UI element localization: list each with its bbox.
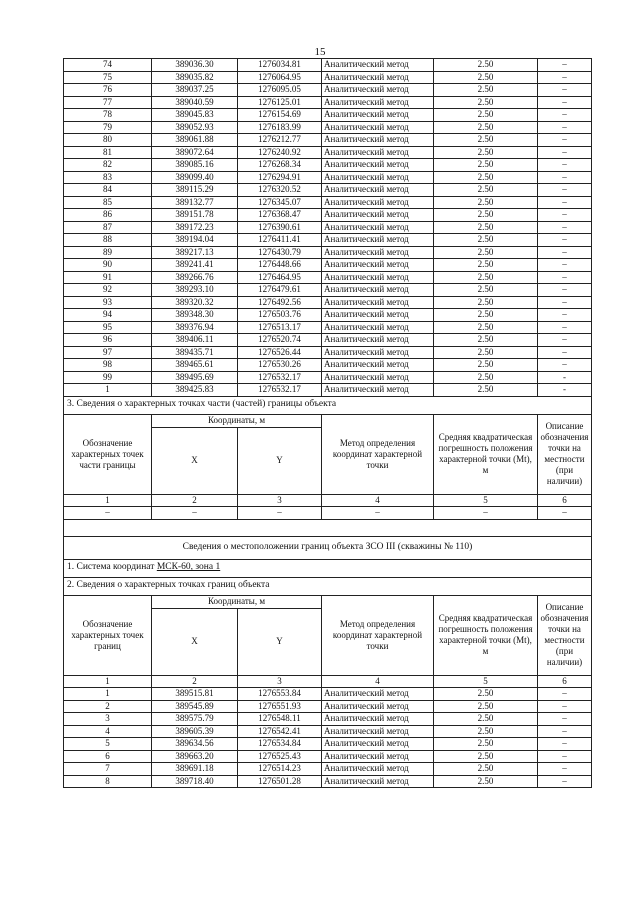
- x-cell: 389172.23: [152, 221, 238, 234]
- table-row: [64, 196, 592, 209]
- point-id-cell: 79: [64, 121, 152, 134]
- x-cell: 389425.83: [152, 384, 238, 397]
- section1-title: [64, 559, 592, 577]
- error-cell: 2.50: [434, 234, 538, 247]
- error-cell: 2.50: [434, 259, 538, 272]
- table-row: [64, 309, 592, 322]
- point-id-cell: 1: [64, 384, 152, 397]
- y-cell: 1276368.47: [238, 209, 322, 222]
- error-cell: 2.50: [434, 700, 538, 713]
- table-row: [64, 121, 592, 134]
- y-cell: 1276034.81: [238, 59, 322, 72]
- error-cell: 2.50: [434, 750, 538, 763]
- table-row: [64, 713, 592, 726]
- table-row: [64, 763, 592, 776]
- parts-header-row: [64, 414, 592, 427]
- table-row: [64, 384, 592, 397]
- points-table-body: [64, 688, 592, 788]
- table-row: [64, 84, 592, 97]
- description-cell: –: [538, 700, 592, 713]
- y-cell: 1276240.92: [238, 146, 322, 159]
- point-id-cell: 77: [64, 96, 152, 109]
- y-cell: 1276534.84: [238, 738, 322, 751]
- point-id-cell: 84: [64, 184, 152, 197]
- header-error: Средняя квадратическая погрешность положения характерной точки (Mt), м: [434, 414, 538, 494]
- x-cell: 389406.11: [152, 334, 238, 347]
- y-cell: 1276064.95: [238, 71, 322, 84]
- point-id-cell: 88: [64, 234, 152, 247]
- x-cell: 389040.59: [152, 96, 238, 109]
- points-header-row: [64, 595, 592, 608]
- point-id-cell: 83: [64, 171, 152, 184]
- header-description: Описание обозначения точки на местности (при наличии): [538, 414, 592, 494]
- x-cell: 389194.04: [152, 234, 238, 247]
- x-cell: 389099.40: [152, 171, 238, 184]
- error-cell: 2.50: [434, 134, 538, 147]
- description-cell: –: [538, 321, 592, 334]
- error-cell: 2.50: [434, 713, 538, 726]
- description-cell: –: [538, 159, 592, 172]
- y-cell: 1276448.66: [238, 259, 322, 272]
- error-cell: 2.50: [434, 171, 538, 184]
- x-cell: 389036.30: [152, 59, 238, 72]
- y-cell: 1276532.17: [238, 384, 322, 397]
- description-cell: –: [538, 713, 592, 726]
- blank-cell: [64, 519, 592, 536]
- description-cell: –: [538, 334, 592, 347]
- description-cell: –: [538, 71, 592, 84]
- error-cell: 2.50: [434, 221, 538, 234]
- col-num: 5: [434, 675, 538, 688]
- table-row: [64, 738, 592, 751]
- y-cell: 1276513.17: [238, 321, 322, 334]
- description-cell: –: [538, 725, 592, 738]
- x-cell: 389320.32: [152, 296, 238, 309]
- y-cell: 1276125.01: [238, 96, 322, 109]
- document-body: [63, 58, 591, 788]
- error-cell: 2.50: [434, 71, 538, 84]
- method-cell: Аналитический метод: [322, 246, 434, 259]
- point-id-cell: 7: [64, 763, 152, 776]
- method-cell: Аналитический метод: [322, 146, 434, 159]
- table-row: [64, 134, 592, 147]
- description-cell: –: [538, 259, 592, 272]
- table-row: [64, 284, 592, 297]
- description-cell: –: [538, 750, 592, 763]
- table-row: [64, 334, 592, 347]
- error-cell: 2.50: [434, 321, 538, 334]
- x-cell: 389575.79: [152, 713, 238, 726]
- table-row: [64, 234, 592, 247]
- parts-dash-row: [64, 507, 592, 520]
- zso-title-row: [64, 536, 592, 559]
- table-row: [64, 359, 592, 372]
- section1-prefix: 1. Система координат: [67, 562, 157, 573]
- x-cell: 389376.94: [152, 321, 238, 334]
- x-cell: 389132.77: [152, 196, 238, 209]
- error-cell: 2.50: [434, 209, 538, 222]
- y-cell: 1276525.43: [238, 750, 322, 763]
- header-y: Y: [238, 608, 322, 675]
- y-cell: 1276390.61: [238, 221, 322, 234]
- x-cell: 389293.10: [152, 284, 238, 297]
- error-cell: 2.50: [434, 109, 538, 122]
- error-cell: 2.50: [434, 296, 538, 309]
- x-cell: 389435.71: [152, 346, 238, 359]
- description-cell: –: [538, 738, 592, 751]
- description-cell: –: [538, 271, 592, 284]
- y-cell: 1276294.91: [238, 171, 322, 184]
- error-cell: 2.50: [434, 738, 538, 751]
- dash-cell: –: [322, 507, 434, 520]
- method-cell: Аналитический метод: [322, 334, 434, 347]
- x-cell: 389035.82: [152, 71, 238, 84]
- x-cell: 389465.61: [152, 359, 238, 372]
- table-row: [64, 159, 592, 172]
- method-cell: Аналитический метод: [322, 59, 434, 72]
- header-coordinates: Координаты, м: [152, 414, 322, 427]
- y-cell: 1276548.11: [238, 713, 322, 726]
- method-cell: Аналитический метод: [322, 171, 434, 184]
- method-cell: Аналитический метод: [322, 688, 434, 701]
- method-cell: Аналитический метод: [322, 109, 434, 122]
- table-row: [64, 246, 592, 259]
- x-cell: 389241.41: [152, 259, 238, 272]
- x-cell: 389266.76: [152, 271, 238, 284]
- y-cell: 1276345.07: [238, 196, 322, 209]
- method-cell: Аналитический метод: [322, 209, 434, 222]
- section3-title: 3. Сведения о характерных точках части (частей) границы объекта: [64, 396, 592, 414]
- point-id-cell: 91: [64, 271, 152, 284]
- method-cell: Аналитический метод: [322, 71, 434, 84]
- dash-cell: –: [64, 507, 152, 520]
- error-cell: 2.50: [434, 763, 538, 776]
- table-row: [64, 371, 592, 384]
- method-cell: Аналитический метод: [322, 713, 434, 726]
- blank-row: [64, 519, 592, 536]
- y-cell: 1276503.76: [238, 309, 322, 322]
- table-row: [64, 775, 592, 788]
- x-cell: 389605.39: [152, 725, 238, 738]
- method-cell: Аналитический метод: [322, 121, 434, 134]
- y-cell: 1276542.41: [238, 725, 322, 738]
- table-row: [64, 321, 592, 334]
- header-error: Средняя квадратическая погрешность положения характерной точки (Mt), м: [434, 595, 538, 675]
- method-cell: Аналитический метод: [322, 359, 434, 372]
- method-cell: Аналитический метод: [322, 738, 434, 751]
- section2-title: 2. Сведения о характерных точках границ объекта: [64, 577, 592, 595]
- col-num: 3: [238, 494, 322, 507]
- method-cell: Аналитический метод: [322, 763, 434, 776]
- y-cell: 1276479.61: [238, 284, 322, 297]
- col-num: 1: [64, 675, 152, 688]
- description-cell: –: [538, 688, 592, 701]
- error-cell: 2.50: [434, 725, 538, 738]
- table-row: [64, 146, 592, 159]
- method-cell: Аналитический метод: [322, 700, 434, 713]
- header-description: Описание обозначения точки на местности (при наличии): [538, 595, 592, 675]
- method-cell: Аналитический метод: [322, 234, 434, 247]
- point-id-cell: 95: [64, 321, 152, 334]
- x-cell: 389217.13: [152, 246, 238, 259]
- method-cell: Аналитический метод: [322, 96, 434, 109]
- table-row: [64, 209, 592, 222]
- description-cell: –: [538, 146, 592, 159]
- coordinates-table: [63, 58, 592, 788]
- table-row: [64, 221, 592, 234]
- description-cell: –: [538, 84, 592, 97]
- y-cell: 1276095.05: [238, 84, 322, 97]
- table-row: [64, 688, 592, 701]
- method-cell: Аналитический метод: [322, 725, 434, 738]
- y-cell: 1276464.95: [238, 271, 322, 284]
- method-cell: Аналитический метод: [322, 196, 434, 209]
- section1-row: [64, 559, 592, 577]
- coordinate-system: МСК-60, зона 1: [156, 562, 221, 573]
- method-cell: Аналитический метод: [322, 84, 434, 97]
- dash-cell: –: [434, 507, 538, 520]
- error-cell: 2.50: [434, 59, 538, 72]
- x-cell: 389495.69: [152, 371, 238, 384]
- description-cell: –: [538, 134, 592, 147]
- table-row: [64, 750, 592, 763]
- error-cell: 2.50: [434, 284, 538, 297]
- table1-body: [64, 59, 592, 397]
- y-cell: 1276514.23: [238, 763, 322, 776]
- method-cell: Аналитический метод: [322, 309, 434, 322]
- point-id-cell: 76: [64, 84, 152, 97]
- point-id-cell: 2: [64, 700, 152, 713]
- description-cell: –: [538, 171, 592, 184]
- method-cell: Аналитический метод: [322, 775, 434, 788]
- col-num: 4: [322, 494, 434, 507]
- table-row: [64, 96, 592, 109]
- col-num: 6: [538, 494, 592, 507]
- point-id-cell: 81: [64, 146, 152, 159]
- point-id-cell: 99: [64, 371, 152, 384]
- x-cell: 389151.78: [152, 209, 238, 222]
- method-cell: Аналитический метод: [322, 750, 434, 763]
- header-x: X: [152, 608, 238, 675]
- col-num: 6: [538, 675, 592, 688]
- x-cell: 389052.93: [152, 121, 238, 134]
- error-cell: 2.50: [434, 121, 538, 134]
- method-cell: Аналитический метод: [322, 221, 434, 234]
- x-cell: 389545.89: [152, 700, 238, 713]
- point-id-cell: 90: [64, 259, 152, 272]
- description-cell: –: [538, 196, 592, 209]
- error-cell: 2.50: [434, 146, 538, 159]
- description-cell: –: [538, 96, 592, 109]
- table-row: [64, 109, 592, 122]
- description-cell: –: [538, 296, 592, 309]
- dash-cell: –: [538, 507, 592, 520]
- description-cell: –: [538, 359, 592, 372]
- description-cell: –: [538, 246, 592, 259]
- x-cell: 389718.40: [152, 775, 238, 788]
- method-cell: Аналитический метод: [322, 296, 434, 309]
- point-id-cell: 78: [64, 109, 152, 122]
- x-cell: 389634.56: [152, 738, 238, 751]
- method-cell: Аналитический метод: [322, 284, 434, 297]
- y-cell: 1276530.26: [238, 359, 322, 372]
- section2-row: [64, 577, 592, 595]
- x-cell: 389515.81: [152, 688, 238, 701]
- point-id-cell: 98: [64, 359, 152, 372]
- y-cell: 1276551.93: [238, 700, 322, 713]
- point-id-cell: 85: [64, 196, 152, 209]
- col-num: 2: [152, 494, 238, 507]
- x-cell: 389348.30: [152, 309, 238, 322]
- x-cell: 389061.88: [152, 134, 238, 147]
- header-point-designation: Обозначение характерных точек границ: [64, 595, 152, 675]
- y-cell: 1276501.28: [238, 775, 322, 788]
- description-cell: –: [538, 346, 592, 359]
- x-cell: 389663.20: [152, 750, 238, 763]
- point-id-cell: 1: [64, 688, 152, 701]
- description-cell: –: [538, 234, 592, 247]
- y-cell: 1276532.17: [238, 371, 322, 384]
- error-cell: 2.50: [434, 184, 538, 197]
- col-num: 4: [322, 675, 434, 688]
- error-cell: 2.50: [434, 96, 538, 109]
- parts-num-row: [64, 494, 592, 507]
- col-num: 5: [434, 494, 538, 507]
- description-cell: –: [538, 775, 592, 788]
- points-num-row: [64, 675, 592, 688]
- method-cell: Аналитический метод: [322, 321, 434, 334]
- point-id-cell: 87: [64, 221, 152, 234]
- dash-cell: –: [238, 507, 322, 520]
- description-cell: –: [538, 121, 592, 134]
- y-cell: 1276154.69: [238, 109, 322, 122]
- table-row: [64, 296, 592, 309]
- method-cell: Аналитический метод: [322, 271, 434, 284]
- y-cell: 1276183.99: [238, 121, 322, 134]
- table-row: [64, 59, 592, 72]
- table-row: [64, 271, 592, 284]
- y-cell: 1276553.84: [238, 688, 322, 701]
- error-cell: 2.50: [434, 688, 538, 701]
- error-cell: 2.50: [434, 309, 538, 322]
- header-point-designation: Обозначение характерных точек части границы: [64, 414, 152, 494]
- section3-row: [64, 396, 592, 414]
- y-cell: 1276520.74: [238, 334, 322, 347]
- error-cell: 2.50: [434, 775, 538, 788]
- y-cell: 1276320.52: [238, 184, 322, 197]
- y-cell: 1276430.79: [238, 246, 322, 259]
- point-id-cell: 3: [64, 713, 152, 726]
- error-cell: 2.50: [434, 334, 538, 347]
- x-cell: 389691.18: [152, 763, 238, 776]
- point-id-cell: 89: [64, 246, 152, 259]
- point-id-cell: 8: [64, 775, 152, 788]
- table-row: [64, 71, 592, 84]
- description-cell: -: [538, 371, 592, 384]
- x-cell: 389045.83: [152, 109, 238, 122]
- method-cell: Аналитический метод: [322, 134, 434, 147]
- error-cell: 2.50: [434, 384, 538, 397]
- point-id-cell: 6: [64, 750, 152, 763]
- error-cell: 2.50: [434, 159, 538, 172]
- table-row: [64, 259, 592, 272]
- method-cell: Аналитический метод: [322, 159, 434, 172]
- x-cell: 389085.16: [152, 159, 238, 172]
- header-coordinates: Координаты, м: [152, 595, 322, 608]
- description-cell: –: [538, 109, 592, 122]
- header-x: X: [152, 427, 238, 494]
- table-row: [64, 184, 592, 197]
- description-cell: –: [538, 184, 592, 197]
- point-id-cell: 97: [64, 346, 152, 359]
- error-cell: 2.50: [434, 371, 538, 384]
- table-row: [64, 725, 592, 738]
- method-cell: Аналитический метод: [322, 346, 434, 359]
- point-id-cell: 94: [64, 309, 152, 322]
- point-id-cell: 4: [64, 725, 152, 738]
- description-cell: –: [538, 763, 592, 776]
- point-id-cell: 74: [64, 59, 152, 72]
- table-row: [64, 171, 592, 184]
- method-cell: Аналитический метод: [322, 259, 434, 272]
- description-cell: –: [538, 309, 592, 322]
- header-method: Метод определения координат характерной точки: [322, 595, 434, 675]
- y-cell: 1276411.41: [238, 234, 322, 247]
- error-cell: 2.50: [434, 271, 538, 284]
- y-cell: 1276492.56: [238, 296, 322, 309]
- col-num: 2: [152, 675, 238, 688]
- description-cell: –: [538, 59, 592, 72]
- point-id-cell: 82: [64, 159, 152, 172]
- dash-cell: –: [152, 507, 238, 520]
- description-cell: –: [538, 209, 592, 222]
- point-id-cell: 96: [64, 334, 152, 347]
- point-id-cell: 75: [64, 71, 152, 84]
- description-cell: –: [538, 221, 592, 234]
- error-cell: 2.50: [434, 246, 538, 259]
- x-cell: 389072.64: [152, 146, 238, 159]
- col-num: 3: [238, 675, 322, 688]
- y-cell: 1276212.77: [238, 134, 322, 147]
- method-cell: Аналитический метод: [322, 371, 434, 384]
- point-id-cell: 86: [64, 209, 152, 222]
- description-cell: –: [538, 284, 592, 297]
- header-method: Метод определения координат характерной точки: [322, 414, 434, 494]
- x-cell: 389115.29: [152, 184, 238, 197]
- error-cell: 2.50: [434, 346, 538, 359]
- header-y: Y: [238, 427, 322, 494]
- method-cell: Аналитический метод: [322, 184, 434, 197]
- col-num: 1: [64, 494, 152, 507]
- error-cell: 2.50: [434, 359, 538, 372]
- y-cell: 1276268.34: [238, 159, 322, 172]
- error-cell: 2.50: [434, 196, 538, 209]
- x-cell: 389037.25: [152, 84, 238, 97]
- y-cell: 1276526.44: [238, 346, 322, 359]
- description-cell: -: [538, 384, 592, 397]
- point-id-cell: 92: [64, 284, 152, 297]
- point-id-cell: 80: [64, 134, 152, 147]
- point-id-cell: 5: [64, 738, 152, 751]
- method-cell: Аналитический метод: [322, 384, 434, 397]
- table-row: [64, 346, 592, 359]
- zso-title: Сведения о местоположении границ объекта ЗСО III (скважины № 110): [64, 536, 592, 559]
- table-row: [64, 700, 592, 713]
- point-id-cell: 93: [64, 296, 152, 309]
- page-number: 15: [314, 46, 326, 58]
- error-cell: 2.50: [434, 84, 538, 97]
